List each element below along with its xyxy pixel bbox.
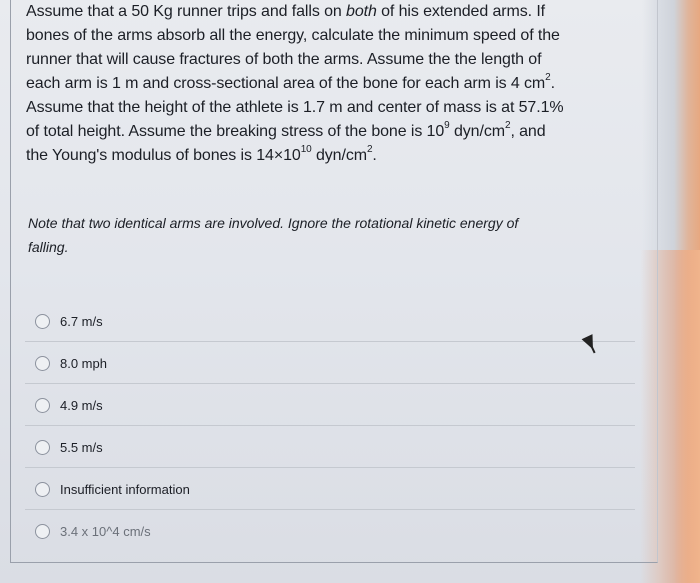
question-line-2: bones of the arms absorb all the energy, calculate the minimum speed of the — [26, 27, 560, 44]
question-line-6-c: , and — [510, 123, 546, 140]
answer-options — [35, 300, 595, 552]
answer-option-4[interactable] — [35, 426, 595, 468]
answer-option-label[interactable]: 4.9 m/s — [60, 397, 103, 413]
question-line-6-b: dyn/cm — [449, 123, 505, 140]
radio-button-icon[interactable] — [35, 482, 50, 497]
question-line-1-a: Assume that a 50 Kg runner trips and falls on — [26, 3, 347, 20]
question-line-4-a: each arm is 1 m and cross-sectional area of the bone for each arm is 4 cm — [26, 75, 546, 92]
answer-option-label[interactable]: 3.4 x 10^4 cm/s — [60, 523, 151, 539]
question-line-1 — [26, 0, 648, 24]
question-line-3: runner that will cause fractures of both the arms. Assume the the length of — [26, 51, 542, 68]
question-text — [26, 0, 648, 168]
question-line-7-sup-1: 10 — [300, 143, 312, 155]
radio-button-icon[interactable] — [35, 314, 50, 329]
answer-option-1[interactable] — [35, 300, 595, 342]
question-line-4 — [26, 72, 648, 96]
question-line-4-sup: 2 — [545, 71, 551, 83]
answer-option-label[interactable]: 8.0 mph — [60, 355, 107, 371]
answer-option-3[interactable] — [35, 384, 595, 426]
answer-option-2[interactable] — [35, 342, 595, 384]
question-line-7-c: . — [372, 147, 377, 164]
question-line-7-a: the Young's modulus of bones is 14×10 — [26, 147, 301, 164]
note-line-1: Note that two identical arms are involved. Ignore the rotational kinetic energy of — [28, 215, 519, 231]
question-line-6-sup-2: 2 — [504, 119, 511, 131]
answer-option-label[interactable]: 5.5 m/s — [60, 439, 103, 455]
question-line-5: Assume that the height of the athlete is 1.7 m and center of mass is at 57.1% — [26, 99, 564, 116]
question-line-6-sup-1: 9 — [444, 119, 450, 131]
radio-button-icon[interactable] — [35, 524, 50, 539]
question-line-4-b: . — [550, 75, 555, 92]
question-line-6-a: of total height. Assume the breaking stress of the bone is 10 — [26, 123, 445, 140]
question-line-7-sup-2: 2 — [366, 143, 373, 155]
note-line-2: falling. — [28, 239, 69, 255]
radio-button-icon[interactable] — [35, 398, 50, 413]
answer-option-5[interactable] — [35, 468, 595, 510]
question-line-1-b: of his extended arms. If — [376, 3, 546, 20]
answer-option-label[interactable]: Insufficient information — [60, 481, 190, 497]
question-line-7-b: dyn/cm — [311, 147, 367, 164]
question-line-7 — [26, 144, 648, 168]
answer-option-label[interactable]: 6.7 m/s — [60, 313, 103, 329]
question-line-6 — [26, 120, 648, 144]
radio-button-icon[interactable] — [35, 356, 50, 371]
radio-button-icon[interactable] — [35, 440, 50, 455]
answer-option-6[interactable] — [35, 510, 595, 552]
note-text — [28, 211, 648, 259]
question-line-1-emphasis: both — [346, 3, 377, 20]
